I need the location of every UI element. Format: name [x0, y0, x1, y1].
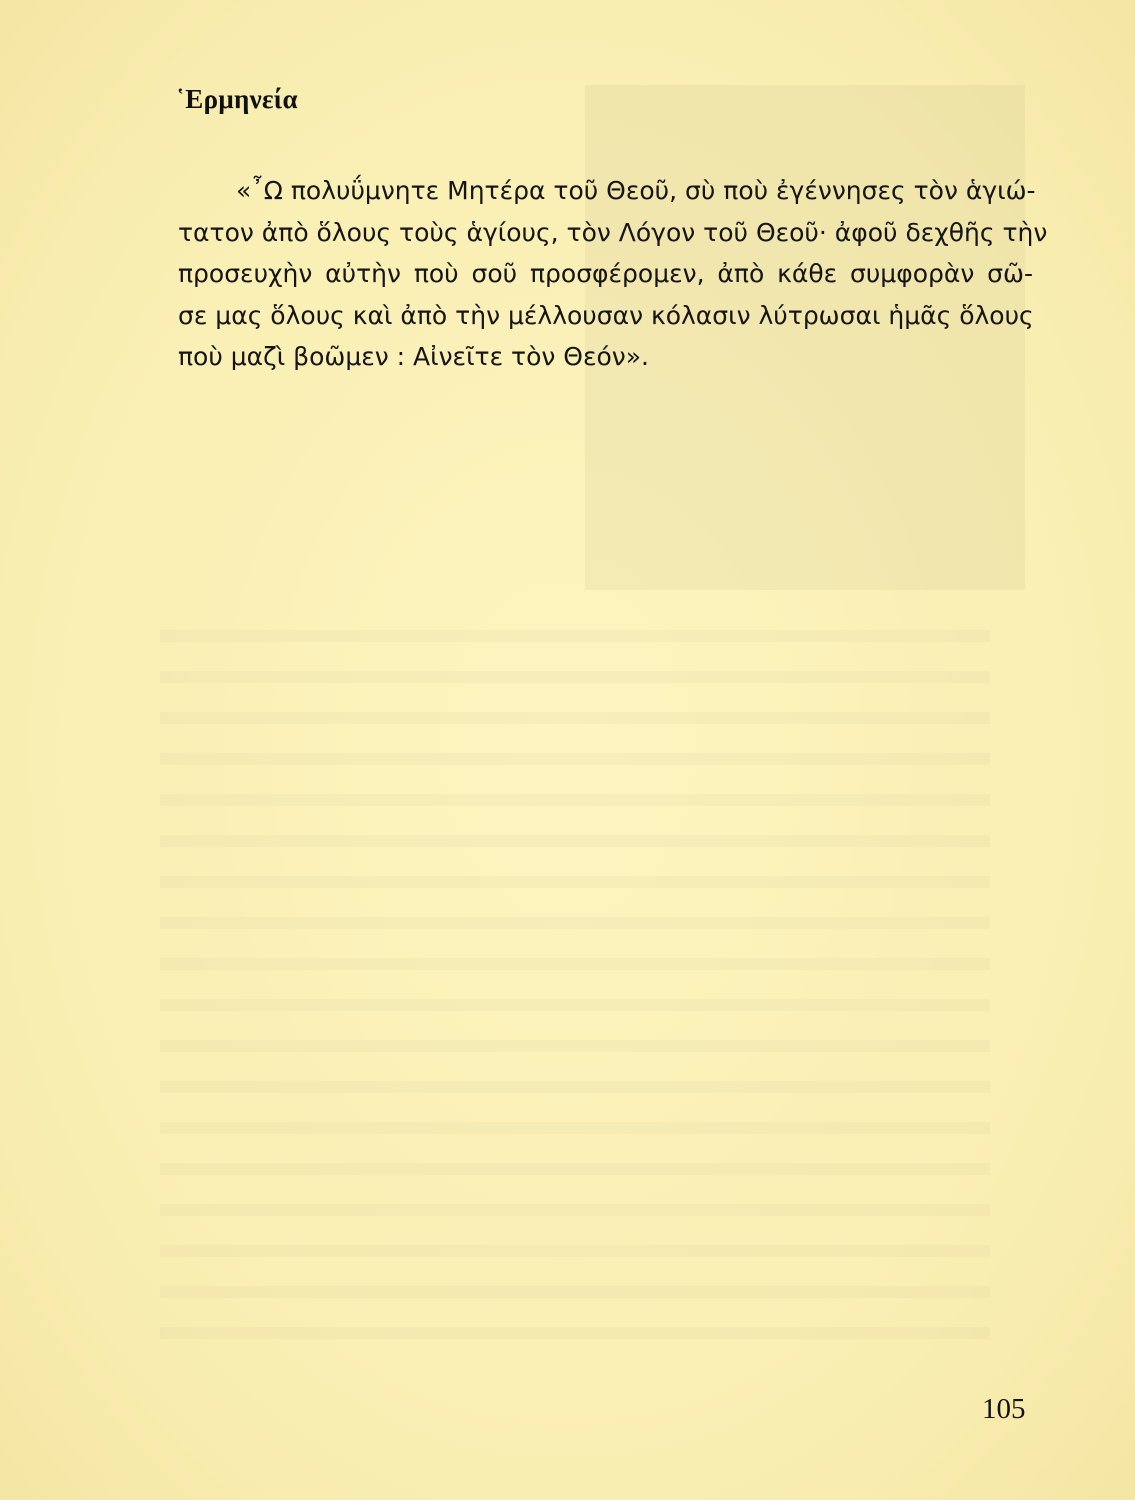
show-through-text: [160, 630, 990, 1350]
paragraph-line: ποὺ μαζὶ βοῶμεν : Αἰνεῖτε τὸν Θεόν».: [178, 342, 649, 371]
paragraph-line: προσευχὴν αὐτὴν ποὺ σοῦ προσφέρομεν, ἀπὸ κάθε συμφορὰν σῶ-: [178, 259, 1033, 288]
interpretation-paragraph: [178, 170, 1048, 378]
paragraph-line: «῏Ω πολυΰμνητε Μητέρα τοῦ Θεοῦ, σὺ ποὺ ἐγέννησες τὸν ἁγιώ-: [236, 176, 1036, 205]
paragraph-line: τατον ἀπὸ ὅλους τοὺς ἁγίους, τὸν Λόγον τοῦ Θεοῦ· ἀφοῦ δεχθῆς τὴν: [178, 217, 1048, 247]
page-number: 105: [982, 1393, 1026, 1425]
section-heading: ῾Ερμηνεία: [176, 84, 298, 114]
paragraph-line: σε μας ὅλους καὶ ἀπὸ τὴν μέλλουσαν κόλασιν λύτρωσαι ἡμᾶς ὅλους: [178, 300, 1034, 330]
